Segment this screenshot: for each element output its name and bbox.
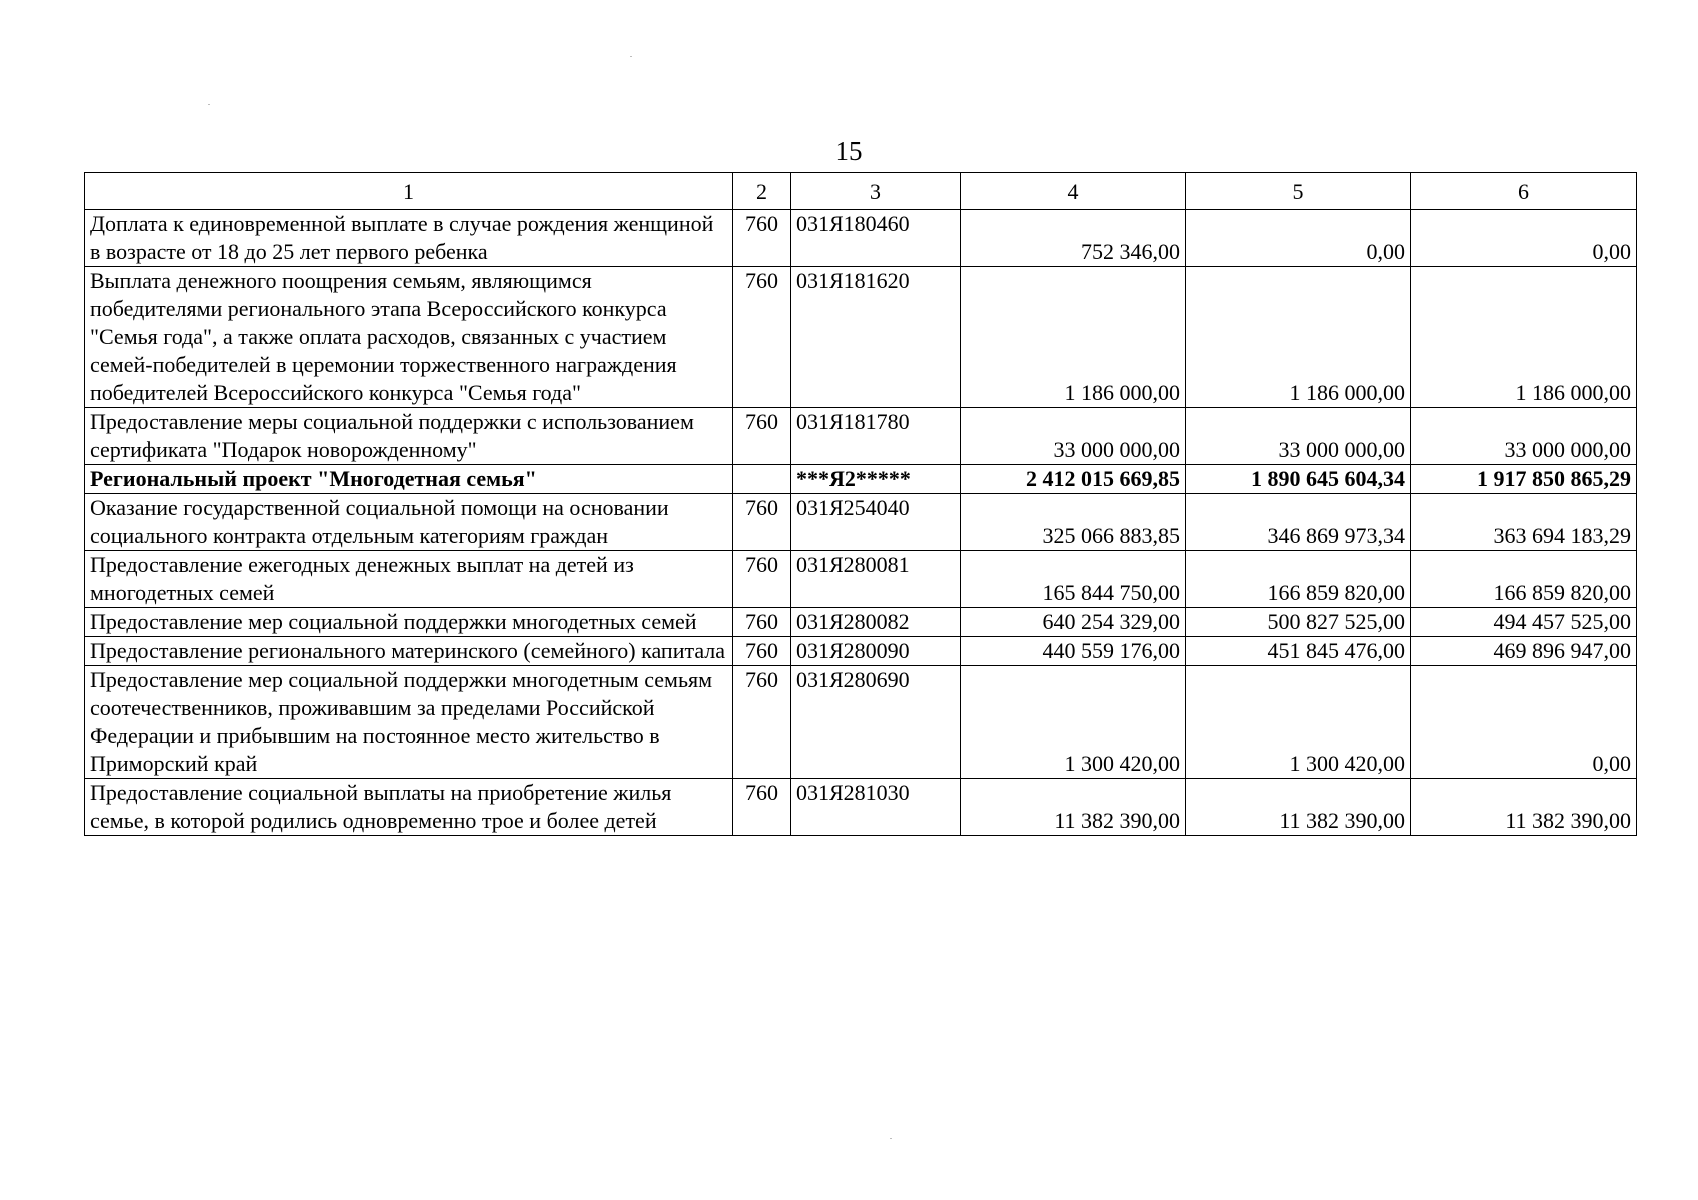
table-header-row (85, 173, 1637, 210)
table-row (85, 637, 1637, 666)
scan-speck (630, 56, 632, 57)
table-row (85, 779, 1637, 836)
row-target-code: 031Я280090 (791, 637, 961, 666)
row-amount-col5: 346 869 973,34 (1186, 494, 1411, 551)
table-row (85, 666, 1637, 779)
row-group-code: 760 (733, 494, 791, 551)
row-amount-col5: 11 382 390,00 (1186, 779, 1411, 836)
row-group-code (733, 465, 791, 494)
page-number: 15 (835, 136, 863, 166)
row-amount-col6: 0,00 (1411, 666, 1637, 779)
row-amount-col4: 11 382 390,00 (961, 779, 1186, 836)
column-header-3: 3 (791, 173, 961, 210)
row-amount-col5: 0,00 (1186, 210, 1411, 267)
row-target-code: 031Я180460 (791, 210, 961, 267)
row-amount-col6: 363 694 183,29 (1411, 494, 1637, 551)
row-amount-col6: 469 896 947,00 (1411, 637, 1637, 666)
row-amount-col6: 1 186 000,00 (1411, 267, 1637, 408)
row-amount-col5: 451 845 476,00 (1186, 637, 1411, 666)
row-group-code: 760 (733, 666, 791, 779)
row-amount-col5: 33 000 000,00 (1186, 408, 1411, 465)
row-target-code: ***Я2***** (791, 465, 961, 494)
row-amount-col6: 33 000 000,00 (1411, 408, 1637, 465)
row-name: Региональный проект "Многодетная семья" (85, 465, 733, 494)
table-row (85, 608, 1637, 637)
scan-speck (208, 104, 210, 105)
column-header-6: 6 (1411, 173, 1637, 210)
row-group-code: 760 (733, 637, 791, 666)
row-target-code: 031Я181780 (791, 408, 961, 465)
row-name: Предоставление ежегодных денежных выплат на детей из многодетных семей (85, 551, 733, 608)
row-amount-col4: 2 412 015 669,85 (961, 465, 1186, 494)
row-name: Предоставление регионального материнского (семейного) капитала (85, 637, 733, 666)
row-name: Выплата денежного поощрения семьям, являющимся победителями регионального этапа Всероссийского конкурса "Семья года", а также оплата расходов, связанных с участием семей-победителей в церемонии торжественного награждения победителей Всероссийского конкурса "Семья года" (85, 267, 733, 408)
row-target-code: 031Я254040 (791, 494, 961, 551)
row-amount-col4: 33 000 000,00 (961, 408, 1186, 465)
row-name: Предоставление меры социальной поддержки с использованием сертификата "Подарок новорожденному" (85, 408, 733, 465)
row-amount-col5: 166 859 820,00 (1186, 551, 1411, 608)
column-header-1: 1 (85, 173, 733, 210)
row-group-code: 760 (733, 210, 791, 267)
row-target-code: 031Я280081 (791, 551, 961, 608)
table-row (85, 408, 1637, 465)
row-name: Предоставление социальной выплаты на приобретение жилья семье, в которой родились одновременно трое и более детей (85, 779, 733, 836)
table-row (85, 210, 1637, 267)
row-name: Предоставление мер социальной поддержки многодетных семей (85, 608, 733, 637)
row-amount-col6: 166 859 820,00 (1411, 551, 1637, 608)
row-amount-col4: 752 346,00 (961, 210, 1186, 267)
budget-table (84, 172, 1637, 836)
row-group-code: 760 (733, 408, 791, 465)
row-name: Доплата к единовременной выплате в случае рождения женщиной в возрасте от 18 до 25 лет первого ребенка (85, 210, 733, 267)
row-amount-col6: 1 917 850 865,29 (1411, 465, 1637, 494)
table-row (85, 494, 1637, 551)
row-amount-col6: 11 382 390,00 (1411, 779, 1637, 836)
row-amount-col5: 1 300 420,00 (1186, 666, 1411, 779)
row-group-code: 760 (733, 779, 791, 836)
row-amount-col4: 165 844 750,00 (961, 551, 1186, 608)
table-row (85, 551, 1637, 608)
row-amount-col4: 1 186 000,00 (961, 267, 1186, 408)
row-amount-col4: 440 559 176,00 (961, 637, 1186, 666)
row-name: Оказание государственной социальной помощи на основании социального контракта отдельным категориям граждан (85, 494, 733, 551)
column-header-4: 4 (961, 173, 1186, 210)
row-target-code: 031Я280690 (791, 666, 961, 779)
row-target-code: 031Я281030 (791, 779, 961, 836)
scan-speck (890, 1138, 892, 1139)
table-row-project-total (85, 465, 1637, 494)
column-header-2: 2 (733, 173, 791, 210)
row-amount-col6: 494 457 525,00 (1411, 608, 1637, 637)
row-group-code: 760 (733, 608, 791, 637)
row-group-code: 760 (733, 267, 791, 408)
row-target-code: 031Я181620 (791, 267, 961, 408)
column-header-5: 5 (1186, 173, 1411, 210)
row-group-code: 760 (733, 551, 791, 608)
row-target-code: 031Я280082 (791, 608, 961, 637)
row-amount-col6: 0,00 (1411, 210, 1637, 267)
table-row (85, 267, 1637, 408)
row-amount-col5: 500 827 525,00 (1186, 608, 1411, 637)
row-name: Предоставление мер социальной поддержки многодетным семьям соотечественников, проживавшим за пределами Российской Федерации и прибывшим на постоянное место жительство в Приморский край (85, 666, 733, 779)
row-amount-col5: 1 890 645 604,34 (1186, 465, 1411, 494)
row-amount-col4: 640 254 329,00 (961, 608, 1186, 637)
row-amount-col5: 1 186 000,00 (1186, 267, 1411, 408)
row-amount-col4: 325 066 883,85 (961, 494, 1186, 551)
row-amount-col4: 1 300 420,00 (961, 666, 1186, 779)
